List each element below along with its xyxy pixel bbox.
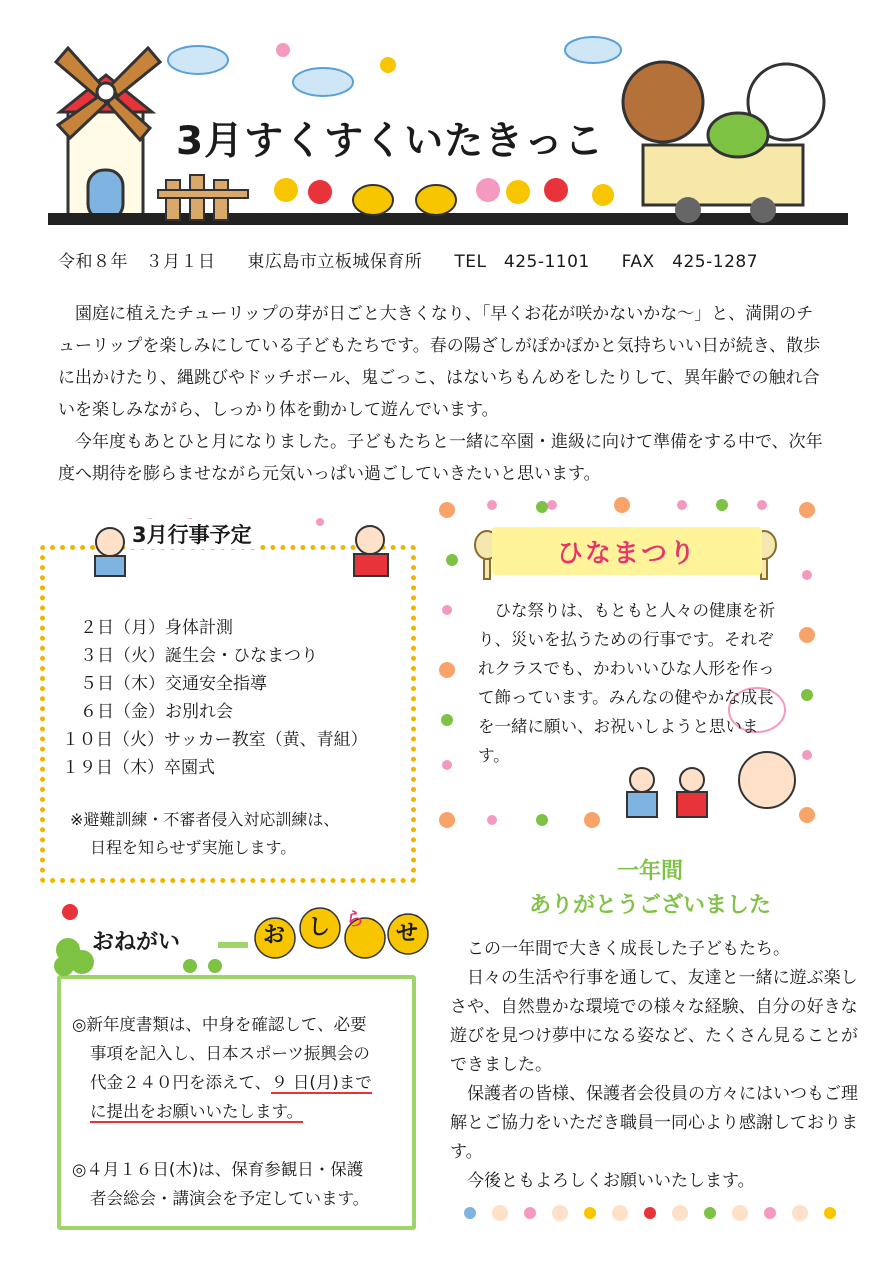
header-banner (48, 30, 848, 235)
onegai-label: おねがい (92, 930, 181, 955)
oshirase-letter: ら (346, 909, 364, 930)
oshirase-letter: せ (396, 921, 419, 946)
onegai-line (72, 1068, 407, 1097)
oshirase-letter: し (308, 915, 331, 940)
intro-text (58, 298, 828, 490)
onegai-line (72, 1097, 407, 1126)
note-line: 日程を知らせず実施します。 (90, 838, 297, 857)
windmill-icon (56, 48, 160, 220)
list-item: ３日（火）誕生会・ひなまつり (80, 646, 318, 666)
animal-cart-icon (623, 62, 824, 223)
thanks-paragraph: 今後ともよろしくお願いいたします。 (467, 1171, 755, 1191)
note-line: ※避難訓練・不審者侵入対応訓練は、 (70, 810, 340, 829)
list-item: ２日（月）身体計測 (80, 618, 233, 638)
page-title: 3月すくすくいたきっこ (176, 119, 605, 164)
thanks-title-line2: ありがとうございました (528, 893, 771, 918)
onegai-line: 事項を記入し、日本スポーツ振興会の (90, 1044, 370, 1063)
intro-paragraph: 園庭に植えたチューリップの芽が日ごと大きくなり、「早くお花が咲かないかな～」と、満開のチューリップを楽しみにしている子どもたちです。春の陽ざしがぽかぽかと気持ちいい日が続き、散歩に出かけたり、縄跳びやドッチボール、鬼ごっこ、はないちもんめをしたりして、異年齢での触れ合いを楽しみながら、しっかり体を動かして遊んでいます。 (58, 304, 821, 420)
intro-paragraph: 今年度もあとひと月になりました。子どもたちと一緒に卒園・進級に向けて準備をする中で、次年度へ期待を膨らませながら元気いっぱい過ごしていきたいと思います。 (58, 432, 823, 484)
list-item: １９日（木）卒園式 (62, 758, 215, 778)
hina-text (478, 596, 778, 770)
info-line (58, 247, 838, 272)
events-note (70, 806, 400, 862)
onegai-line: ◎４月１６日(木)は、保育参観日・保護 (72, 1160, 364, 1179)
thanks-text (450, 935, 860, 1196)
kids-flowers-decoration-icon (460, 1198, 855, 1228)
fax-number: FAX 425-1287 (621, 252, 759, 272)
hina-banner (492, 527, 762, 575)
onegai-line: ◎新年度書類は、中身を確認して、必要 (72, 1015, 367, 1034)
thanks-title (500, 855, 800, 923)
oshirase-letter: お (263, 923, 286, 948)
bird-icon (353, 185, 456, 215)
deadline-underline: に提出をお願いいたします。 (90, 1102, 304, 1121)
ladybug-icon (62, 904, 78, 920)
hina-paragraph: ひな祭りは、もともと人々の健康を祈り、災いを払うための行事です。それぞれクラスでも、かわいいひな人形を作って飾っています。みんなの健やかな成長を一緒に願い、お祝いしようと思います。 (478, 601, 775, 765)
issue-date: 令和８年 ３月１日 (58, 252, 216, 272)
thanks-paragraph: 保護者の皆様、保護者会役員の方々にはいつもご理解とご協力をいただき職員一同心より感謝しております。 (450, 1084, 858, 1162)
events-list (62, 614, 368, 782)
onegai-text (72, 1010, 407, 1213)
list-item: ６日（金）お別れ会 (80, 702, 233, 722)
tel-number: TEL 425-1101 (454, 252, 590, 272)
onegai-line: 者会総会・講演会を予定しています。 (90, 1189, 370, 1208)
list-item: １０日（火）サッカー教室（黄、青組） (62, 730, 368, 750)
events-title: 3月行事予定 (126, 519, 258, 549)
deadline-underline: ９ 日(月)まで (271, 1073, 372, 1092)
hina-title: ひなまつり (556, 538, 697, 569)
list-item: ５日（木）交通安全指導 (80, 674, 267, 694)
thanks-paragraph: 日々の生活や行事を通して、友達と一緒に遊ぶ楽しさや、自然豊かな環境での様々な経験、自分の好きな遊びを見つけ夢中になる姿など、たくさん見ることができました。 (450, 968, 858, 1075)
thanks-paragraph: この一年間で大きく成長した子どもたち。 (467, 939, 790, 959)
onegai-text-part: 代金２４０円を添えて、 (90, 1073, 272, 1092)
thanks-title-line1: 一年間 (616, 859, 683, 884)
school-name: 東広島市立板城保育所 (247, 252, 423, 272)
